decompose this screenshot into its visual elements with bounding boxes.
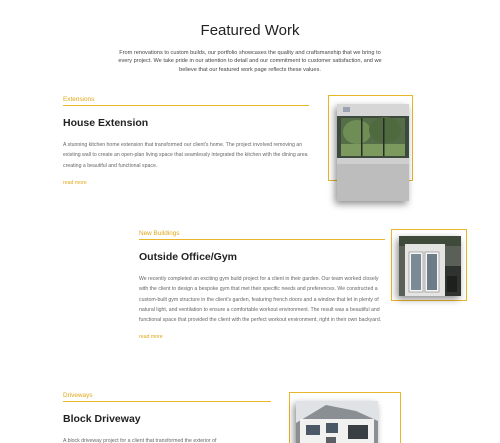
project-title: Block Driveway [63,413,141,425]
read-more-link[interactable]: read more [63,179,87,186]
category-divider [63,401,271,402]
project-outside-office-gym [139,230,385,343]
category-divider [63,105,309,106]
category-label: Driveways [63,392,93,399]
category-label: New Buildings [139,230,180,237]
category-label: Extensions [63,96,95,103]
project-description: A stunning kitchen home extension that transformed our client's home. The project involved removing an existing wall to create an open-plan living space that seamlessly integrated the kitchen with the dining area creating a beautiful and functional space. [63,142,308,169]
intro-text: From renovations to custom builds, our portfolio showcases the quality and craftsmanship that we bring to every project. We take pride in our attention to detail and our commitment to customer satisfaction, and we believe that our featured work page reflects these values. [118,50,382,73]
project-title: Outside Office/Gym [139,251,238,263]
project-house-extension [63,96,309,189]
project-description: A block driveway project for a client that transformed the exterior of [63,438,217,443]
project-block-driveway [63,392,271,443]
driveway-house-photo [296,401,378,443]
project-title: House Extension [63,117,149,129]
kitchen-extension-photo [337,104,409,201]
page-title: Featured Work [200,22,300,39]
garden-gym-photo [399,236,461,296]
project-description: We recently completed an exciting gym build project for a client in their garden. Our team worked closely with the client to design a bespoke gym that met their specific needs and preferences. We constructed a custom-built gym structure in the client's garden, featuring french doors and a window that let in plenty of natural light, and ventilation to ensure a comfortable workout environment. The result was a beautiful and functional space that provided the client with the perfect workout environment, right in their own backyard. [139,276,382,324]
category-divider [139,239,385,240]
read-more-link[interactable]: read more [139,334,163,341]
